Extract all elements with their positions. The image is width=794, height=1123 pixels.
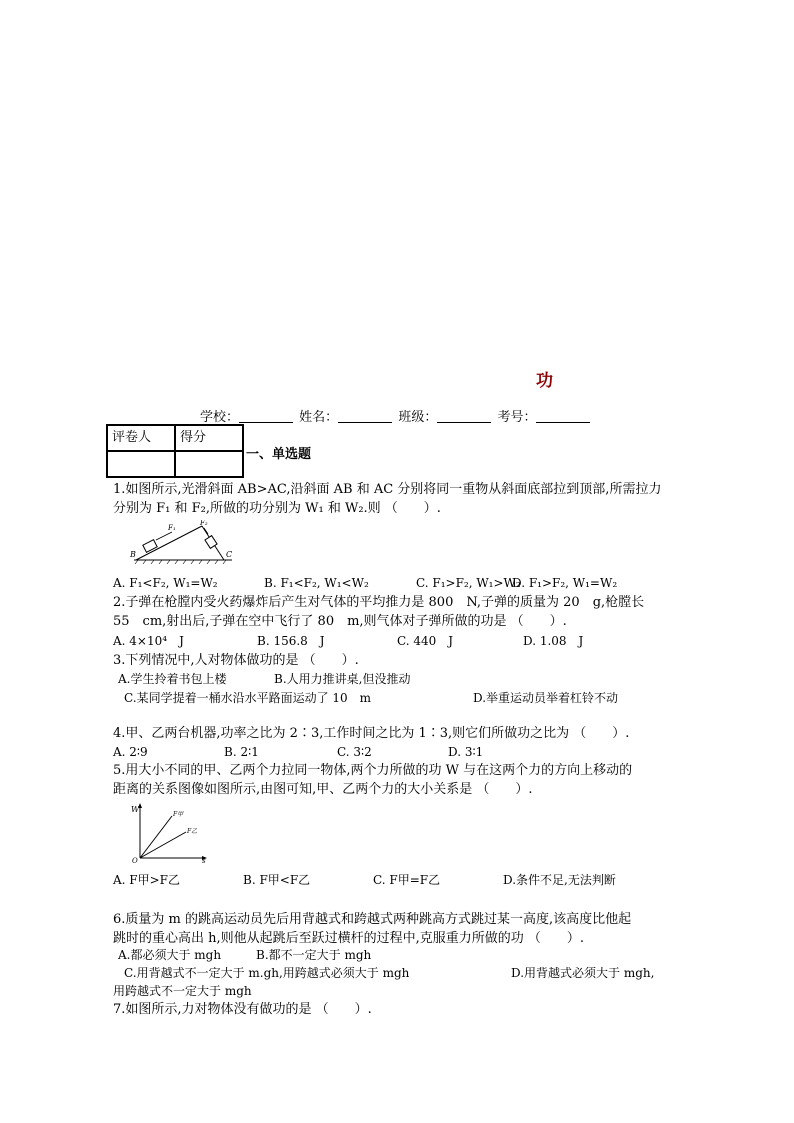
- q4-option-c: C. 3∶2: [337, 745, 372, 759]
- score-header: 得分: [175, 425, 243, 451]
- q2-line2: 55 cm,射出后,子弹在空中飞行了 80 m,则气体对子弹所做的功是 （ ）.: [113, 614, 567, 629]
- q6-option-a: A.都必须大于 mgh: [118, 948, 222, 962]
- line-f-jia: [140, 816, 172, 858]
- q5-option-d: D.条件不足,无法判断: [503, 873, 616, 887]
- q1-option-a: A. F₁<F₂, W₁=W₂: [113, 576, 218, 590]
- q4-option-d: D. 3∶1: [448, 745, 484, 759]
- q5-line1: 5.用大小不同的甲、乙两个力拉同一物体,两个力所做的功 W 与在这两个力的方向上移动的: [113, 763, 633, 778]
- y-axis-label: W: [131, 805, 140, 814]
- f1-arrow: [156, 532, 172, 540]
- exam-no-blank: [536, 410, 590, 423]
- origin-label: O: [132, 857, 138, 864]
- q2-option-b: B. 156.8 J: [257, 634, 325, 648]
- ground-hatching: [135, 560, 226, 564]
- q3-option-c: C.某同学提着一桶水沿水平路面运动了 10 m: [124, 691, 372, 705]
- f-jia-label: F甲: [173, 811, 184, 818]
- f-yi-label: F乙: [187, 828, 198, 835]
- q6-option-d: D.用背越式必须大于 mgh,: [511, 966, 655, 980]
- section-heading: 一、单选题: [246, 447, 312, 462]
- q6-option-b: B.都不一定大于 mgh: [256, 948, 372, 962]
- q1-incline-figure: [128, 520, 238, 566]
- q2-option-a: A. 4×10⁴ J: [113, 634, 184, 648]
- q1-option-d: D. F₁>F₂, W₁=W₂: [512, 576, 618, 590]
- q2-option-c: C. 440 J: [397, 634, 454, 648]
- q3-line1: 3.下列情况中,人对物体做功的是 （ ）.: [113, 653, 359, 668]
- label-f1: F₁: [168, 524, 176, 532]
- exam-no-label: 考号：: [497, 410, 537, 425]
- name-label: 姓名：: [299, 410, 339, 425]
- label-f2: F₂: [200, 520, 208, 527]
- q6-line1: 6.质量为 m 的跳高运动员先后用背越式和跨越式两种跳高方式跳过某一高度,该高度比他起: [113, 912, 632, 927]
- line-f-yi: [140, 832, 186, 858]
- q1-line2: 分别为 F₁ 和 F₂,所做的功分别为 W₁ 和 W₂.则 （ ）.: [113, 501, 441, 516]
- score-cell: [175, 451, 243, 477]
- class-label: 班级：: [398, 410, 438, 425]
- q2-option-d: D. 1.08 J: [523, 634, 584, 648]
- score-table: [106, 424, 244, 478]
- page-title: 功: [536, 371, 553, 391]
- q4-option-a: A. 2∶9: [113, 745, 148, 759]
- school-blank: [239, 410, 293, 423]
- q5-line2: 距离的关系图像如图所示,由图可知,甲、乙两个力的大小关系是 （ ）.: [113, 782, 533, 797]
- label-c: C: [226, 550, 233, 559]
- q6-option-c: C.用背越式不一定大于 m.gh,用跨越式必须大于 mgh: [124, 966, 410, 980]
- student-info-line: [200, 406, 592, 425]
- q3-option-d: D.举重运动员举着杠铃不动: [473, 691, 619, 705]
- class-blank: [437, 410, 491, 423]
- q1-line1: 1.如图所示,光滑斜面 AB>AC,沿斜面 AB 和 AC 分别将同一重物从斜面底部拉到顶部,所需拉力: [113, 482, 662, 497]
- q3-option-a: A.学生拎着书包上楼: [118, 672, 227, 686]
- q5-option-a: A. F甲>F乙: [113, 873, 181, 887]
- q4-option-b: B. 2∶1: [224, 745, 259, 759]
- x-axis-label: s: [202, 857, 206, 864]
- reviewer-header: 评卷人: [107, 425, 175, 451]
- school-label: 学校：: [200, 410, 240, 425]
- q5-option-c: C. F甲=F乙: [373, 873, 441, 887]
- q6-option-d-continued: 用跨越式不一定大于 mgh: [113, 984, 252, 998]
- q4-line1: 4.甲、乙两台机器,功率之比为 2∶3,工作时间之比为 1∶3,则它们所做功之比为 （ ）.: [113, 726, 630, 741]
- q1-option-c: C. F₁>F₂, W₁>W₂: [416, 576, 521, 590]
- q3-option-b: B.人用力推讲桌,但没推动: [274, 672, 411, 686]
- q5-work-distance-graph: [124, 800, 210, 864]
- q1-option-b: B. F₁<F₂, W₁<W₂: [264, 576, 369, 590]
- q2-line1: 2.子弹在枪膛内受火药爆炸后产生对气体的平均推力是 800 N,子弹的质量为 20 g,枪膛长: [113, 595, 645, 610]
- label-b: B: [130, 550, 136, 559]
- q7-line1: 7.如图所示,力对物体没有做功的是 （ ）.: [113, 1002, 372, 1017]
- name-blank: [338, 410, 392, 423]
- reviewer-cell: [107, 451, 175, 477]
- q5-option-b: B. F甲<F乙: [243, 873, 311, 887]
- q6-line2: 跳时的重心高出 h,则他从起跳后至跃过横杆的过程中,克服重力所做的功 （ ）.: [113, 931, 585, 946]
